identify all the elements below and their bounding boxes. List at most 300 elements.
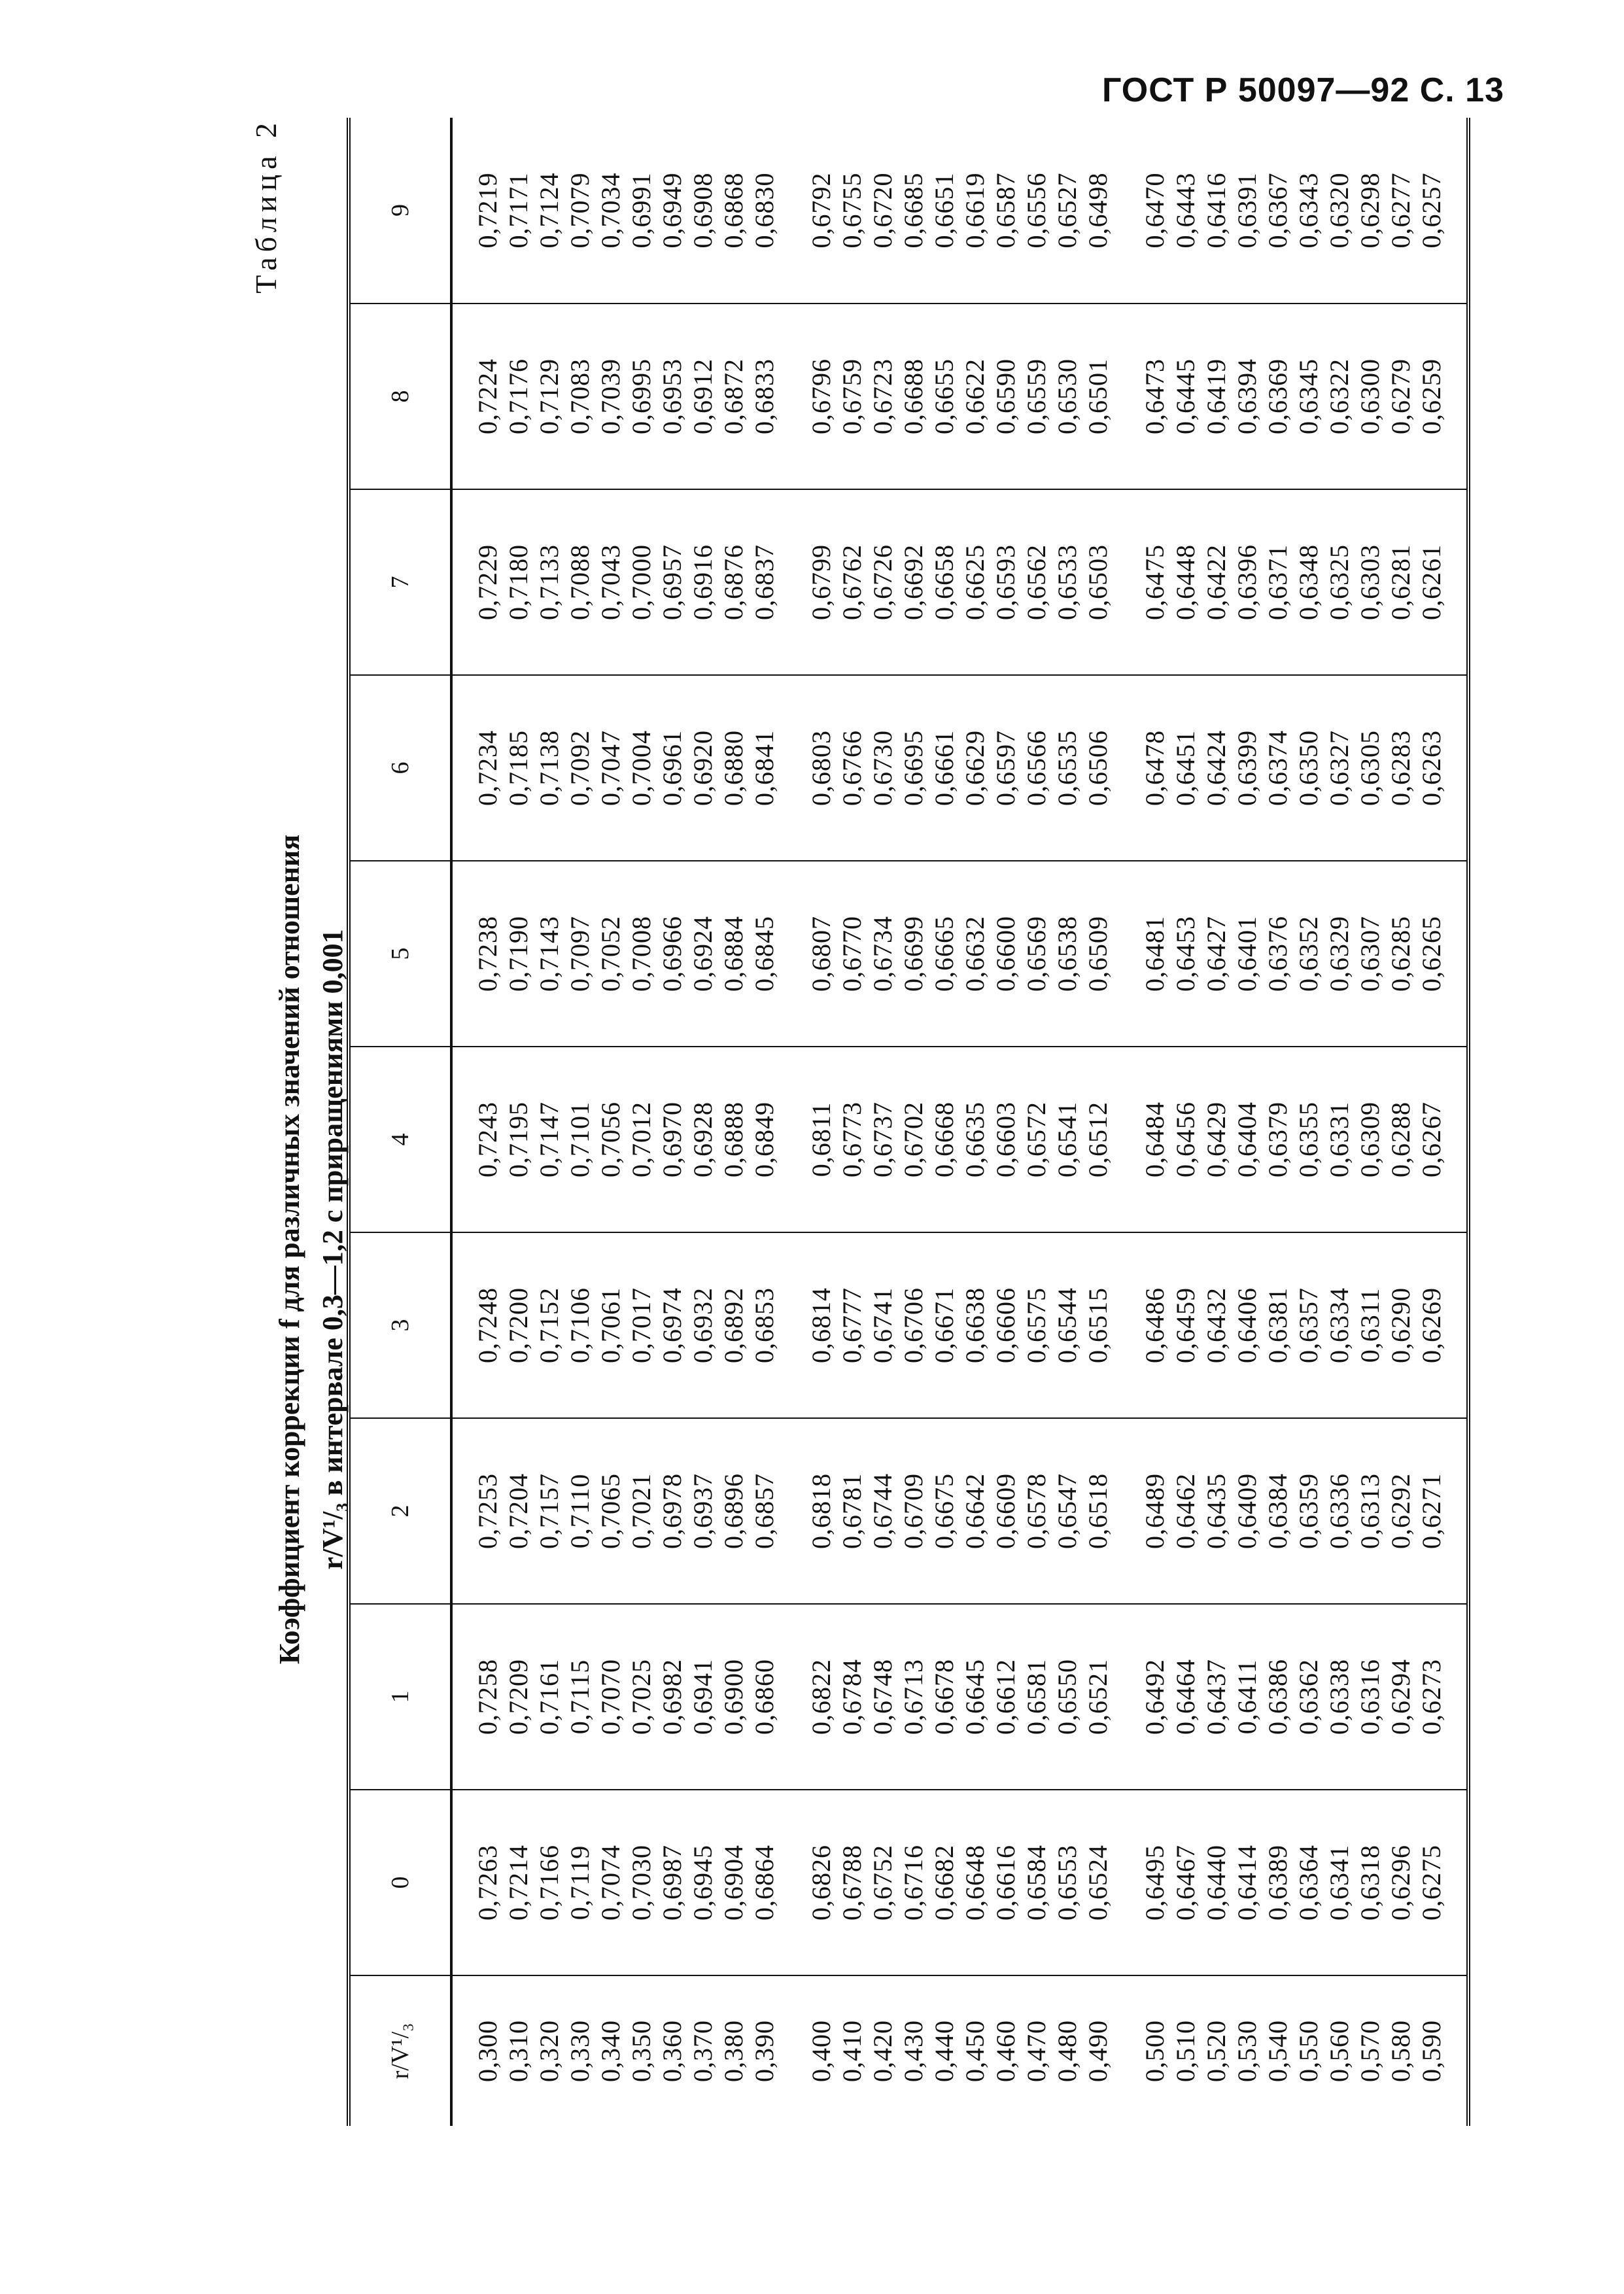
cell-value: 0,6401	[1232, 916, 1262, 992]
cell-value: 0,6575	[1022, 1287, 1051, 1363]
cell-value: 0,6316	[1355, 1659, 1385, 1735]
cell-value: 0,6941	[688, 1659, 717, 1735]
cell-value: 0,6766	[837, 730, 867, 806]
cell-value: 0,6352	[1294, 916, 1323, 992]
cell-value: 0,6642	[960, 1473, 990, 1549]
cell-value: 0,370	[688, 2020, 717, 2082]
cell-value: 0,6837	[750, 544, 779, 620]
value-cell	[1120, 1790, 1468, 1975]
cell-value: 0,540	[1263, 2020, 1292, 2082]
value-cell	[1120, 675, 1468, 861]
cell-value: 0,6343	[1294, 172, 1323, 249]
cell-value: 0,7152	[534, 1287, 564, 1363]
cell-value: 0,350	[627, 2020, 656, 2082]
cell-value: 0,6876	[719, 544, 748, 620]
cell-value: 0,7092	[565, 730, 595, 806]
cell-value: 0,6547	[1052, 1473, 1082, 1549]
cell-value: 0,6518	[1083, 1473, 1113, 1549]
cell-value: 0,7034	[596, 172, 625, 249]
cell-value: 0,6453	[1171, 916, 1200, 992]
cell-value: 0,6427	[1201, 916, 1231, 992]
cell-value: 0,6987	[657, 1845, 687, 1920]
cell-value: 0,7115	[565, 1659, 595, 1735]
cell-value: 0,6616	[991, 1845, 1020, 1920]
cell-value: 0,420	[868, 2020, 897, 2082]
cell-value: 0,6389	[1263, 1845, 1292, 1920]
ratio-cell	[786, 1975, 1120, 2126]
cell-value: 0,6445	[1171, 358, 1200, 434]
cell-value: 0,6845	[750, 916, 779, 992]
cell-value: 0,7219	[473, 172, 502, 249]
cell-value: 0,6857	[750, 1473, 779, 1549]
cell-value: 0,6283	[1386, 730, 1415, 806]
cell-value: 0,6396	[1232, 544, 1262, 620]
value-cell	[451, 489, 786, 675]
column-header: 1	[349, 1604, 451, 1790]
cell-value: 0,6748	[868, 1659, 897, 1735]
cell-value: 0,7190	[504, 916, 533, 992]
cell-value: 0,6908	[688, 172, 717, 249]
column-header: 8	[349, 304, 451, 489]
cell-value: 0,6414	[1232, 1845, 1262, 1920]
cell-value: 0,6478	[1140, 730, 1169, 806]
cell-value: 0,6509	[1083, 916, 1113, 992]
cell-value: 0,6632	[960, 916, 990, 992]
value-cell	[786, 1418, 1120, 1604]
cell-value: 0,6484	[1140, 1102, 1169, 1177]
cell-value: 0,6904	[719, 1845, 748, 1920]
cell-value: 0,6379	[1263, 1102, 1292, 1177]
cell-value: 0,7253	[473, 1473, 502, 1549]
value-cell	[1120, 1047, 1468, 1232]
cell-value: 0,6498	[1083, 172, 1113, 249]
cell-value: 0,6799	[806, 544, 836, 620]
cell-value: 0,6781	[837, 1473, 867, 1549]
value-cell	[451, 1047, 786, 1232]
cell-value: 0,6841	[750, 730, 779, 806]
cell-value: 0,6581	[1022, 1659, 1051, 1735]
cell-value: 0,7124	[534, 172, 564, 249]
cell-value: 0,6606	[991, 1287, 1020, 1363]
cell-value: 0,6675	[929, 1473, 959, 1549]
cell-value: 0,7043	[596, 544, 625, 620]
cell-value: 0,6612	[991, 1659, 1020, 1735]
cell-value: 0,7238	[473, 916, 502, 992]
value-cell	[1120, 1232, 1468, 1418]
column-header: 5	[349, 861, 451, 1047]
cell-value: 0,6692	[899, 544, 928, 620]
cell-value: 0,6991	[627, 172, 656, 249]
cell-value: 0,7047	[596, 730, 625, 806]
cell-value: 0,7200	[504, 1287, 533, 1363]
cell-value: 0,6629	[960, 730, 990, 806]
cell-value: 0,6416	[1201, 172, 1231, 249]
cell-value: 0,6625	[960, 544, 990, 620]
column-header: 2	[349, 1418, 451, 1604]
cell-value: 0,7147	[534, 1102, 564, 1177]
cell-value: 0,6429	[1201, 1102, 1231, 1177]
cell-value: 0,6298	[1355, 172, 1385, 249]
cell-value: 0,6868	[719, 172, 748, 249]
cell-value: 0,6702	[899, 1102, 928, 1177]
cell-value: 0,6271	[1417, 1473, 1446, 1549]
value-cell	[786, 1790, 1120, 1975]
cell-value: 0,6281	[1386, 544, 1415, 620]
cell-value: 0,6367	[1263, 172, 1292, 249]
cell-value: 0,7056	[596, 1102, 625, 1177]
cell-value: 0,6978	[657, 1473, 687, 1549]
cell-value: 0,7248	[473, 1287, 502, 1363]
cell-value: 0,6665	[929, 916, 959, 992]
cell-value: 0,6329	[1324, 916, 1354, 992]
cell-value: 0,6503	[1083, 544, 1113, 620]
cell-value: 0,7234	[473, 730, 502, 806]
cell-value: 0,6807	[806, 916, 836, 992]
cell-value: 0,6723	[868, 358, 897, 434]
cell-value: 0,6970	[657, 1102, 687, 1177]
cell-value: 0,530	[1232, 2020, 1262, 2082]
cell-value: 0,6515	[1083, 1287, 1113, 1363]
cell-value: 0,340	[596, 2020, 625, 2082]
cell-value: 0,550	[1294, 2020, 1323, 2082]
cell-value: 0,6345	[1294, 358, 1323, 434]
cell-value: 0,6475	[1140, 544, 1169, 620]
value-cell	[786, 675, 1120, 861]
cell-value: 0,6792	[806, 172, 836, 249]
cell-value: 0,7021	[627, 1473, 656, 1549]
cell-value: 0,6538	[1052, 916, 1082, 992]
cell-value: 0,6957	[657, 544, 687, 620]
cell-value: 0,7079	[565, 172, 595, 249]
cell-value: 0,6456	[1171, 1102, 1200, 1177]
cell-value: 0,6853	[750, 1287, 779, 1363]
cell-value: 0,6949	[657, 172, 687, 249]
cell-value: 0,6530	[1052, 358, 1082, 434]
value-cell	[451, 1604, 786, 1790]
cell-value: 0,6486	[1140, 1287, 1169, 1363]
cell-value: 0,6495	[1140, 1845, 1169, 1920]
cell-value: 0,6884	[719, 916, 748, 992]
cell-value: 0,6622	[960, 358, 990, 434]
cell-value: 0,6709	[899, 1473, 928, 1549]
cell-value: 0,6259	[1417, 358, 1446, 434]
value-cell	[1120, 489, 1468, 675]
cell-value: 0,360	[657, 2020, 687, 2082]
cell-value: 0,7258	[473, 1659, 502, 1735]
cell-value: 0,510	[1171, 2020, 1200, 2082]
cell-value: 0,6524	[1083, 1845, 1113, 1920]
cell-value: 0,6462	[1171, 1473, 1200, 1549]
value-cell	[786, 861, 1120, 1047]
cell-value: 0,6678	[929, 1659, 959, 1735]
cell-value: 0,6376	[1263, 916, 1292, 992]
cell-value: 0,6648	[960, 1845, 990, 1920]
cell-value: 0,6409	[1232, 1473, 1262, 1549]
cell-value: 0,6506	[1083, 730, 1113, 806]
value-cell	[786, 1604, 1120, 1790]
cell-value: 0,6448	[1171, 544, 1200, 620]
cell-value: 0,6655	[929, 358, 959, 434]
cell-value: 0,6451	[1171, 730, 1200, 806]
cell-value: 0,6553	[1052, 1845, 1082, 1920]
cell-value: 0,7008	[627, 916, 656, 992]
cell-value: 0,6320	[1324, 172, 1354, 249]
cell-value: 0,6309	[1355, 1102, 1385, 1177]
cell-value: 0,6492	[1140, 1659, 1169, 1735]
cell-value: 0,6759	[837, 358, 867, 434]
cell-value: 0,7209	[504, 1659, 533, 1735]
cell-value: 0,7224	[473, 358, 502, 434]
cell-value: 0,6811	[806, 1102, 836, 1177]
cell-value: 0,6305	[1355, 730, 1385, 806]
cell-value: 0,6924	[688, 916, 717, 992]
cell-value: 0,6443	[1171, 172, 1200, 249]
cell-value: 0,6386	[1263, 1659, 1292, 1735]
cell-value: 0,6437	[1201, 1659, 1231, 1735]
cell-value: 0,6566	[1022, 730, 1051, 806]
column-header: r/V¹/₃	[349, 1975, 451, 2126]
value-cell	[786, 304, 1120, 489]
title-line-2: r/V¹/₃ в интервале 0,3—1,2 с приращениями 0,001	[317, 929, 349, 1570]
cell-value: 0,6803	[806, 730, 836, 806]
value-cell	[451, 861, 786, 1047]
cell-value: 0,6896	[719, 1473, 748, 1549]
cell-value: 0,6578	[1022, 1473, 1051, 1549]
cell-value: 0,6285	[1386, 916, 1415, 992]
cell-value: 0,310	[504, 2020, 533, 2082]
cell-value: 0,7083	[565, 358, 595, 434]
column-header: 7	[349, 489, 451, 675]
cell-value: 0,6336	[1324, 1473, 1354, 1549]
column-header: 0	[349, 1790, 451, 1975]
cell-value: 0,7012	[627, 1102, 656, 1177]
cell-value: 0,6464	[1171, 1659, 1200, 1735]
cell-value: 0,6459	[1171, 1287, 1200, 1363]
cell-value: 0,6912	[688, 358, 717, 434]
cell-value: 0,6303	[1355, 544, 1385, 620]
cell-value: 0,7101	[565, 1102, 595, 1177]
cell-value: 0,570	[1355, 2020, 1385, 2082]
value-cell	[786, 489, 1120, 675]
cell-value: 0,6501	[1083, 358, 1113, 434]
cell-value: 0,6473	[1140, 358, 1169, 434]
cell-value: 0,7171	[504, 172, 533, 249]
cell-value: 0,6544	[1052, 1287, 1082, 1363]
cell-value: 0,6362	[1294, 1659, 1323, 1735]
value-cell	[451, 675, 786, 861]
cell-value: 0,6713	[899, 1659, 928, 1735]
cell-value: 0,6982	[657, 1659, 687, 1735]
cell-value: 0,6527	[1052, 172, 1082, 249]
value-cell	[451, 1232, 786, 1418]
cell-value: 0,7074	[596, 1845, 625, 1920]
column-header: 9	[349, 118, 451, 304]
cell-value: 0,6744	[868, 1473, 897, 1549]
cell-value: 0,7025	[627, 1659, 656, 1735]
cell-value: 0,6257	[1417, 172, 1446, 249]
cell-value: 0,6695	[899, 730, 928, 806]
cell-value: 0,6826	[806, 1845, 836, 1920]
cell-value: 0,6726	[868, 544, 897, 620]
cell-value: 0,6311	[1355, 1287, 1385, 1363]
cell-value: 0,6404	[1232, 1102, 1262, 1177]
rotated-table-block	[249, 105, 1537, 2159]
cell-value: 0,6651	[929, 172, 959, 249]
table-group-row	[451, 118, 786, 2126]
cell-value: 0,7133	[534, 544, 564, 620]
cell-value: 0,6699	[899, 916, 928, 992]
header-row	[349, 118, 451, 2126]
cell-value: 0,6279	[1386, 358, 1415, 434]
column-header: 4	[349, 1047, 451, 1232]
cell-value: 0,6600	[991, 916, 1020, 992]
cell-value: 0,6348	[1294, 544, 1323, 620]
ratio-cell	[1120, 1975, 1468, 2126]
cell-value: 0,6261	[1417, 544, 1446, 620]
cell-value: 0,6830	[750, 172, 779, 249]
cell-value: 0,6945	[688, 1845, 717, 1920]
cell-value: 0,6961	[657, 730, 687, 806]
cell-value: 0,6318	[1355, 1845, 1385, 1920]
cell-value: 0,7097	[565, 916, 595, 992]
cell-value: 0,7061	[596, 1287, 625, 1363]
cell-value: 0,7263	[473, 1845, 502, 1920]
cell-value: 0,400	[806, 2020, 836, 2082]
cell-value: 0,6535	[1052, 730, 1082, 806]
cell-value: 0,450	[960, 2020, 990, 2082]
cell-value: 0,6290	[1386, 1287, 1415, 1363]
cell-value: 0,6481	[1140, 916, 1169, 992]
cell-value: 0,6550	[1052, 1659, 1082, 1735]
cell-value: 0,6325	[1324, 544, 1354, 620]
cell-value: 0,7195	[504, 1102, 533, 1177]
cell-value: 0,460	[991, 2020, 1020, 2082]
cell-value: 0,6327	[1324, 730, 1354, 806]
cell-value: 0,6900	[719, 1659, 748, 1735]
cell-value: 0,390	[750, 2020, 779, 2082]
cell-value: 0,6355	[1294, 1102, 1323, 1177]
cell-value: 0,6706	[899, 1287, 928, 1363]
cell-value: 0,410	[837, 2020, 867, 2082]
cell-value: 0,7110	[565, 1473, 595, 1549]
cell-value: 0,7070	[596, 1659, 625, 1735]
cell-value: 0,6541	[1052, 1102, 1082, 1177]
cell-value: 0,6275	[1417, 1845, 1446, 1920]
cell-value: 0,6419	[1201, 358, 1231, 434]
cell-value: 0,6593	[991, 544, 1020, 620]
cell-value: 0,6784	[837, 1659, 867, 1735]
cell-value: 0,6369	[1263, 358, 1292, 434]
cell-value: 0,480	[1052, 2020, 1082, 2082]
cell-value: 0,6359	[1294, 1473, 1323, 1549]
value-cell	[1120, 1604, 1468, 1790]
cell-value: 0,7017	[627, 1287, 656, 1363]
cell-value: 0,6584	[1022, 1845, 1051, 1920]
value-cell	[1120, 118, 1468, 304]
cell-value: 0,7180	[504, 544, 533, 620]
value-cell	[451, 118, 786, 304]
cell-value: 0,6521	[1083, 1659, 1113, 1735]
cell-value: 0,6860	[750, 1659, 779, 1735]
cell-value: 0,6755	[837, 172, 867, 249]
cell-value: 0,7185	[504, 730, 533, 806]
cell-value: 0,6572	[1022, 1102, 1051, 1177]
column-header: 6	[349, 675, 451, 861]
cell-value: 0,6888	[719, 1102, 748, 1177]
cell-value: 0,7166	[534, 1845, 564, 1920]
cell-value: 0,6682	[929, 1845, 959, 1920]
cell-value: 0,7229	[473, 544, 502, 620]
cell-value: 0,6556	[1022, 172, 1051, 249]
cell-value: 0,6966	[657, 916, 687, 992]
cell-value: 0,6737	[868, 1102, 897, 1177]
cell-value: 0,380	[719, 2020, 748, 2082]
cell-value: 0,6587	[991, 172, 1020, 249]
cell-value: 0,580	[1386, 2020, 1415, 2082]
cell-value: 0,6489	[1140, 1473, 1169, 1549]
cell-value: 0,6307	[1355, 916, 1385, 992]
cell-value: 0,6995	[627, 358, 656, 434]
cell-value: 0,470	[1022, 2020, 1051, 2082]
cell-value: 0,6350	[1294, 730, 1323, 806]
cell-value: 0,7143	[534, 916, 564, 992]
cell-value: 0,6341	[1324, 1845, 1354, 1920]
cell-value: 0,6371	[1263, 544, 1292, 620]
cell-value: 0,6818	[806, 1473, 836, 1549]
cell-value: 0,6658	[929, 544, 959, 620]
value-cell	[451, 1418, 786, 1604]
cell-value: 0,6916	[688, 544, 717, 620]
cell-value: 0,7000	[627, 544, 656, 620]
cell-value: 0,6645	[960, 1659, 990, 1735]
cell-value: 0,6849	[750, 1102, 779, 1177]
cell-value: 0,6668	[929, 1102, 959, 1177]
cell-value: 0,6597	[991, 730, 1020, 806]
cell-value: 0,6357	[1294, 1287, 1323, 1363]
cell-value: 0,6788	[837, 1845, 867, 1920]
cell-value: 0,6269	[1417, 1287, 1446, 1363]
cell-value: 0,6635	[960, 1102, 990, 1177]
cell-value: 0,7176	[504, 358, 533, 434]
correction-table	[347, 118, 1470, 2126]
ratio-cell	[451, 1975, 786, 2126]
table-label: Таблица 2	[249, 118, 283, 294]
cell-value: 0,6406	[1232, 1287, 1262, 1363]
cell-value: 0,6512	[1083, 1102, 1113, 1177]
value-cell	[786, 1232, 1120, 1418]
cell-value: 0,6364	[1294, 1845, 1323, 1920]
cell-value: 0,6752	[868, 1845, 897, 1920]
cell-value: 0,6334	[1324, 1287, 1354, 1363]
cell-value: 0,6288	[1386, 1102, 1415, 1177]
cell-value: 0,6424	[1201, 730, 1231, 806]
value-cell	[451, 304, 786, 489]
cell-value: 0,6777	[837, 1287, 867, 1363]
table-group-row	[786, 118, 1120, 2126]
cell-value: 0,6770	[837, 916, 867, 992]
cell-value: 0,430	[899, 2020, 928, 2082]
cell-value: 0,520	[1201, 2020, 1231, 2082]
cell-value: 0,6773	[837, 1102, 867, 1177]
cell-value: 0,6470	[1140, 172, 1169, 249]
table-title	[268, 693, 354, 1805]
cell-value: 0,6422	[1201, 544, 1231, 620]
cell-value: 0,7214	[504, 1845, 533, 1920]
cell-value: 0,6872	[719, 358, 748, 434]
cell-value: 0,6384	[1263, 1473, 1292, 1549]
cell-value: 0,6590	[991, 358, 1020, 434]
cell-value: 0,6432	[1201, 1287, 1231, 1363]
